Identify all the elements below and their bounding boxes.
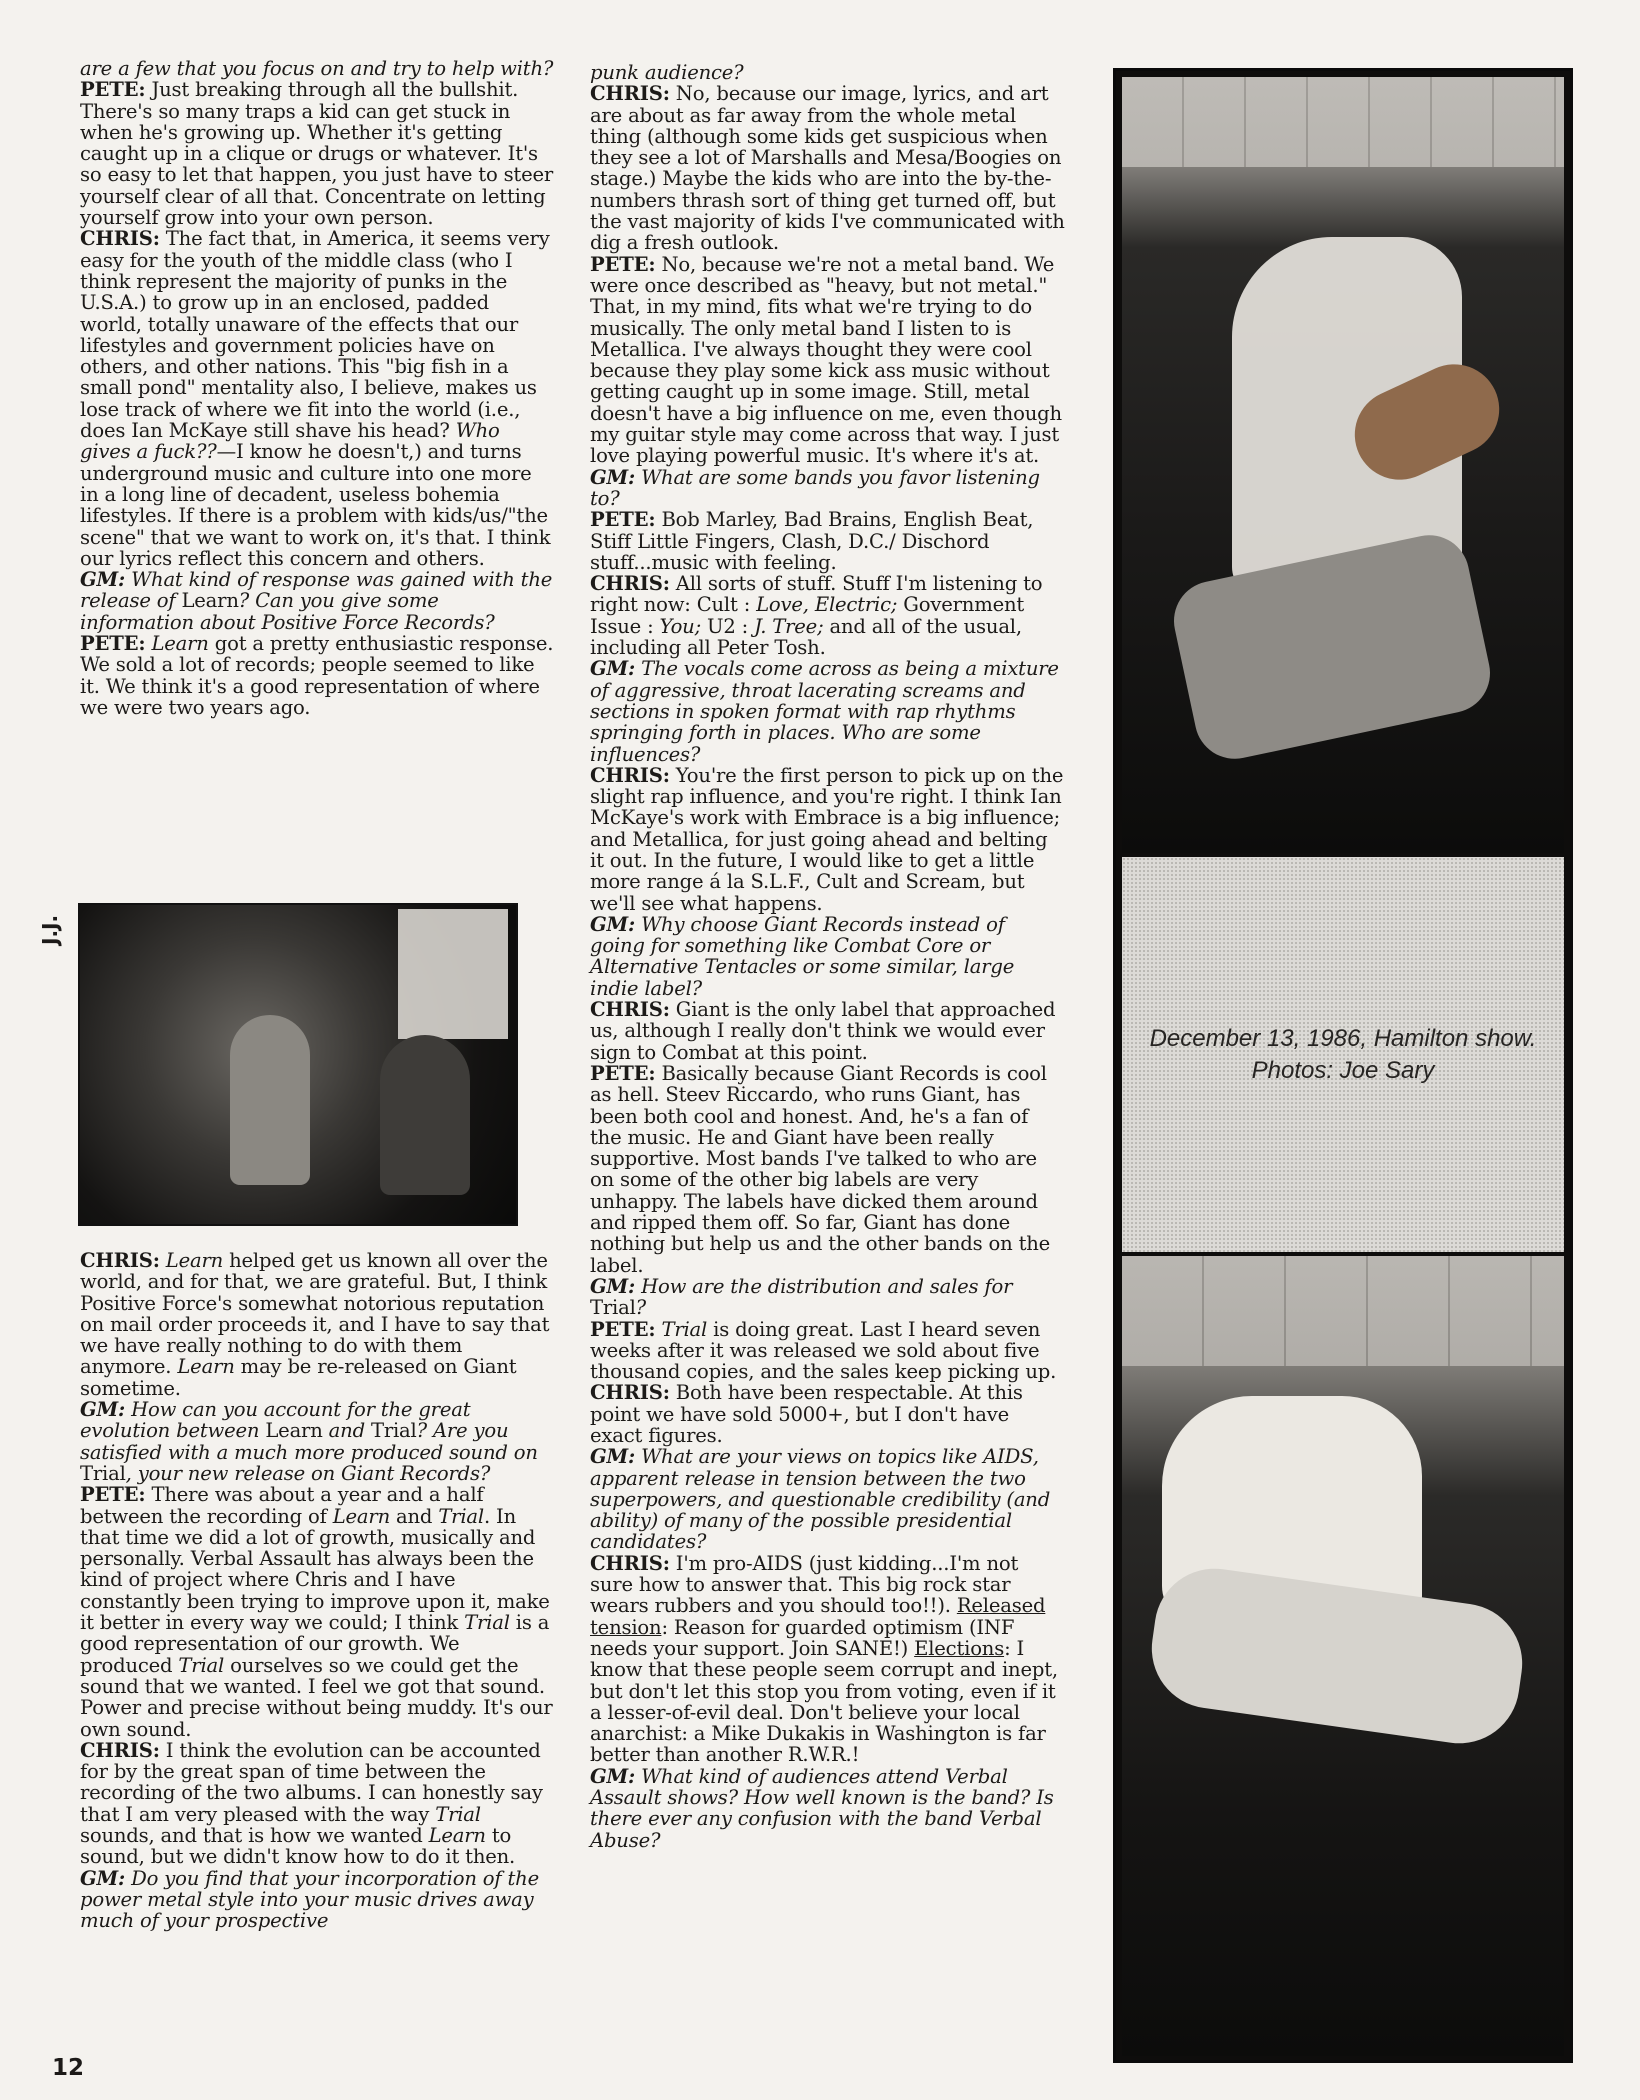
concert-photo-jumper	[1122, 1256, 1564, 2056]
col2-run: How are the distribution and sales for	[635, 1274, 1013, 1298]
col1-top-run: Just breaking through all the bullshit. There's so many traps a kid can get stuck in when he's growing up. Whether it's getting caught up in a clique or drugs or whatever. It's so easy to let that happen, you just have to steer yourself clear of all that. Concentrate on letting yourself grow into your own person.	[80, 78, 554, 230]
jumper-legs	[1144, 1561, 1530, 1751]
col2-run: and all of the usual, including all Peter Tosh.	[590, 614, 1022, 660]
col1-bottom-run: Do you find that your incorporation of the power metal style into your music drives away much of your prospective	[80, 1866, 539, 1933]
col1-bottom-run: Learn	[428, 1824, 486, 1848]
col1-top-run: are a few that you focus on and try to help with?	[80, 57, 554, 80]
col2-run: Why choose Giant Records instead of going for something like Combat Core or Alternative Tentacles or some similar, large indie label?	[590, 912, 1015, 1000]
col2-run: Both have been respectable. At this point we have sold 5000+, but I don't have exact figures.	[590, 1381, 1023, 1447]
article-column-left	[80, 58, 555, 718]
speaker-tag: PETE:	[590, 508, 656, 532]
col2-run: All sorts of stuff. Stuff I'm listening to right now: Cult :	[590, 572, 1043, 617]
speaker-tag: GM:	[590, 912, 636, 936]
col1-bottom-run: Learn	[265, 1419, 323, 1443]
col2-run: You're the first person to pick up on the slight rap influence, and you're right. I think Ian McKaye's work with Embrace is a big influence; and Metallica, for just going ahead and belting it out. In the future, I would like to get a little more range á la S.L.F., Cult and Scream, but we'll see what happens.	[590, 763, 1064, 915]
col1-bottom-run: There was about a year and a half between the recording of	[80, 1483, 484, 1528]
caption-date-line: December 13, 1986, Hamilton show.	[1149, 1024, 1537, 1052]
interview-text-middle	[590, 62, 1065, 1851]
col2-run: punk audience?	[590, 61, 744, 84]
col1-bottom-run: and	[322, 1419, 371, 1443]
speaker-tag: PETE:	[80, 78, 146, 102]
crowd-figure	[380, 1035, 470, 1195]
col2-run: J. Tree;	[754, 614, 824, 638]
col2-run: Government Issue :	[590, 593, 1025, 638]
speaker-tag: CHRIS:	[590, 1551, 670, 1575]
col1-top-run: The fact that, in America, it seems very easy for the youth of the middle class (who I think represent the majority of punks in the U.S.A.) to grow up in an enclosed, padded world, totally unaware of the effects that our lifestyles and government policies have on others, and other nations. This "big fish in a small pond" mentality also, I believe, makes us lose track of where we fit into the world (i.e., does Ian McKaye still shave his head?	[80, 227, 550, 443]
speaker-tag: GM:	[590, 1445, 636, 1469]
col1-bottom-run: helped get us known all over the world, and for that, we are grateful. But, I think Positive Force's somewhat notorious reputation on mail order proceeds it, and I have to say that we have really nothing to do with them anymore.	[80, 1249, 550, 1379]
col2-run: Giant is the only label that approached us, although I really don't think we would ever sign to Combat at this point.	[590, 998, 1056, 1064]
col1-bottom-run: ? Are you satisfied with a much more produced sound on	[80, 1419, 538, 1464]
col1-bottom-run: Trial	[438, 1504, 484, 1528]
speaker-tag: GM:	[80, 568, 126, 592]
col1-top-run: Who gives a fuck??	[80, 419, 500, 464]
col1-bottom-run: , your new release on Giant Records?	[125, 1461, 491, 1485]
speaker-tag: GM:	[590, 657, 636, 681]
col1-bottom-run: may be re-released on Giant sometime.	[80, 1355, 517, 1400]
concert-photo-guitarist-jump	[1122, 77, 1564, 853]
speaker-tag: CHRIS:	[80, 227, 160, 251]
col2-run: Released tension	[590, 1594, 1046, 1639]
ceiling-tiles	[1122, 1256, 1564, 1366]
col2-run: No, because our image, lyrics, and art are about as far away from the whole metal thing (although some kids get suspicious when they see a lot of Marshalls and Mesa/Boogies on stage.) Maybe the kids who are into the by-the-numbers thrash sort of thing get turned off, but the vast majority of kids I've communicated with dig a fresh outlook.	[590, 82, 1065, 255]
photo-caption-box	[1122, 857, 1564, 1252]
article-column-left-bottom	[80, 1250, 555, 1932]
col1-bottom-run: Trial	[464, 1611, 510, 1635]
col1-top-run: ? Can you give some information about Positive Force Records?	[80, 589, 495, 634]
col2-run: : Reason for guarded optimism (INF needs your support. Join SANE!)	[590, 1615, 1015, 1660]
col2-run: is doing great. Last I heard seven weeks after it was released we sold about five thousand copies, and the sales keep picking up.	[590, 1317, 1057, 1384]
col2-run: No, because we're not a metal band. We were once described as "heavy, but not metal." That, in my mind, fits what we're trying to do musically. The only metal band I listen to is Metallica. I've always thought they were cool because they play some kick ass music without getting caught up in some image. Still, metal doesn't have a big influence on me, even though my guitar style may come across that way. I just love playing powerful music. It's where it's at.	[590, 252, 1062, 468]
interview-text-bottom	[80, 1250, 555, 1932]
speaker-tag: CHRIS:	[590, 763, 670, 787]
concert-photo-small	[78, 903, 518, 1226]
col2-run: U2 :	[700, 614, 755, 638]
speaker-tag: GM:	[590, 1764, 636, 1788]
col2-run: Bob Marley, Bad Brains, English Beat, Stiff Little Fingers, Clash, D.C./ Dischord stuff...music with feeling.	[590, 508, 1034, 574]
speaker-tag: PETE:	[590, 252, 656, 276]
interview-text-top	[80, 58, 555, 718]
photo-credit-jj: J.J.	[38, 914, 62, 945]
speaker-tag: CHRIS:	[590, 572, 670, 596]
col1-top-run: Learn	[181, 589, 239, 613]
speaker-tag: PETE:	[590, 1061, 656, 1085]
col2-run: Trial	[590, 1296, 636, 1320]
col2-run: Trial	[661, 1317, 708, 1341]
speaker-tag: CHRIS:	[590, 82, 670, 106]
col2-run: You;	[659, 614, 701, 638]
col1-top-run: What kind of response was gained with the release of	[80, 568, 553, 613]
col2-run: Love, Electric;	[756, 593, 898, 617]
col1-bottom-run: Trial	[178, 1653, 225, 1677]
col2-run: I'm pro-AIDS (just kidding...I'm not sure how to answer that. This big rock star wears rubbers and you should too!!).	[590, 1551, 1019, 1618]
col1-top-run: Learn	[151, 632, 209, 656]
col1-bottom-run: sounds, and that is how we wanted	[80, 1824, 429, 1848]
col1-bottom-run: Trial	[80, 1461, 126, 1485]
col2-run: Basically because Giant Records is cool as hell. Steev Riccardo, who runs Giant, has been both cool and honest. And, he's a fan of the music. He and Giant have been really supportive. Most bands I've talked to who are on some of the other big labels are very unhappy. The labels have dicked them around and ripped them off. So far, Giant has done nothing but help us and the other bands on the label.	[590, 1061, 1051, 1277]
col1-bottom-run: Learn	[177, 1355, 235, 1379]
page-number: 12	[52, 2055, 85, 2081]
col2-run: The vocals come across as being a mixture of aggressive, throat lacerating screams and sections in spoken format with rap rhythms springing forth in places. Who are some influences?	[590, 657, 1059, 766]
speaker-tag: PETE:	[80, 632, 146, 656]
speaker-tag: GM:	[80, 1398, 126, 1422]
col1-bottom-run: I think the evolution can be accounted for by the great span of time between the recording of the two albums. I can honestly say that I am very pleased with the way	[80, 1738, 543, 1826]
col2-run: What are some bands you favor listening to?	[590, 465, 1040, 510]
col2-run: What kind of audiences attend Verbal Assault shows? How well known is the band? Is there ever any confusion with the band Verbal Abuse?	[590, 1764, 1054, 1852]
article-column-middle	[590, 62, 1065, 1851]
stage-banner	[398, 909, 508, 1039]
speaker-tag: CHRIS:	[80, 1738, 160, 1762]
col1-bottom-run: ourselves so we could get the sound that we wanted. I feel we got that sound. Power and precise without being muddy. It's our own sound.	[80, 1653, 553, 1741]
col2-run: ?	[635, 1296, 646, 1320]
col1-bottom-run: and	[390, 1504, 439, 1528]
speaker-tag: GM:	[80, 1866, 126, 1890]
col1-top-run: —I know he doesn't,) and turns underground music and culture into one more in a long line of decadent, useless bohemia lifestyles. If there is a problem with kids/us/"the scene" that we want to work on, it's that. I think our lyrics reflect this concern and others.	[80, 440, 551, 570]
col1-bottom-run: Learn	[165, 1249, 224, 1272]
col1-bottom-run: How can you account for the great evolution between	[80, 1398, 471, 1443]
guitarist-legs	[1167, 528, 1498, 766]
speaker-tag: GM:	[590, 1274, 636, 1298]
col1-bottom-run: is a good representation of our growth. We produced	[80, 1611, 550, 1677]
speaker-tag: CHRIS:	[80, 1249, 160, 1272]
col1-bottom-run: Trial	[370, 1419, 417, 1443]
singer-figure	[230, 1015, 310, 1185]
caption-photo-credit: Photos: Joe Sary	[1251, 1056, 1435, 1084]
col1-bottom-run: to sound, but we didn't know how to do it then.	[80, 1824, 516, 1869]
speaker-tag: PETE:	[590, 1317, 656, 1341]
col1-top-run: got a pretty enthusiastic response. We sold a lot of records; people seemed to like it. We think it's a good representation of where we were two years ago.	[80, 632, 554, 719]
col2-run: : I know that these people seem corrupt and inept, but don't let this stop you from voting, even if it a lesser-of-evil deal. Don't believe your local anarchist: a Mike Dukakis in Washington is far better than another R.W.R.!	[590, 1636, 1058, 1767]
photo-column	[1113, 68, 1573, 2063]
speaker-tag: CHRIS:	[590, 998, 670, 1022]
speaker-tag: PETE:	[80, 1483, 146, 1507]
speaker-tag: GM:	[590, 465, 636, 489]
col1-bottom-run: . In that time we did a lot of growth, musically and personally. Verbal Assault has always been the kind of project where Chris and I have constantly been trying to improve upon it, make it better in every way we could; I think	[80, 1504, 550, 1635]
col1-bottom-run: Trial	[435, 1802, 481, 1826]
ceiling-tiles	[1122, 77, 1564, 167]
col2-run: Elections	[914, 1636, 1005, 1660]
col2-run: What are your views on topics like AIDS, apparent release in tension between the two superpowers, and questionable credibility (and ability) of many of the possible presidential candidates?	[590, 1445, 1051, 1554]
col1-bottom-run: Learn	[332, 1504, 390, 1528]
speaker-tag: CHRIS:	[590, 1381, 670, 1405]
